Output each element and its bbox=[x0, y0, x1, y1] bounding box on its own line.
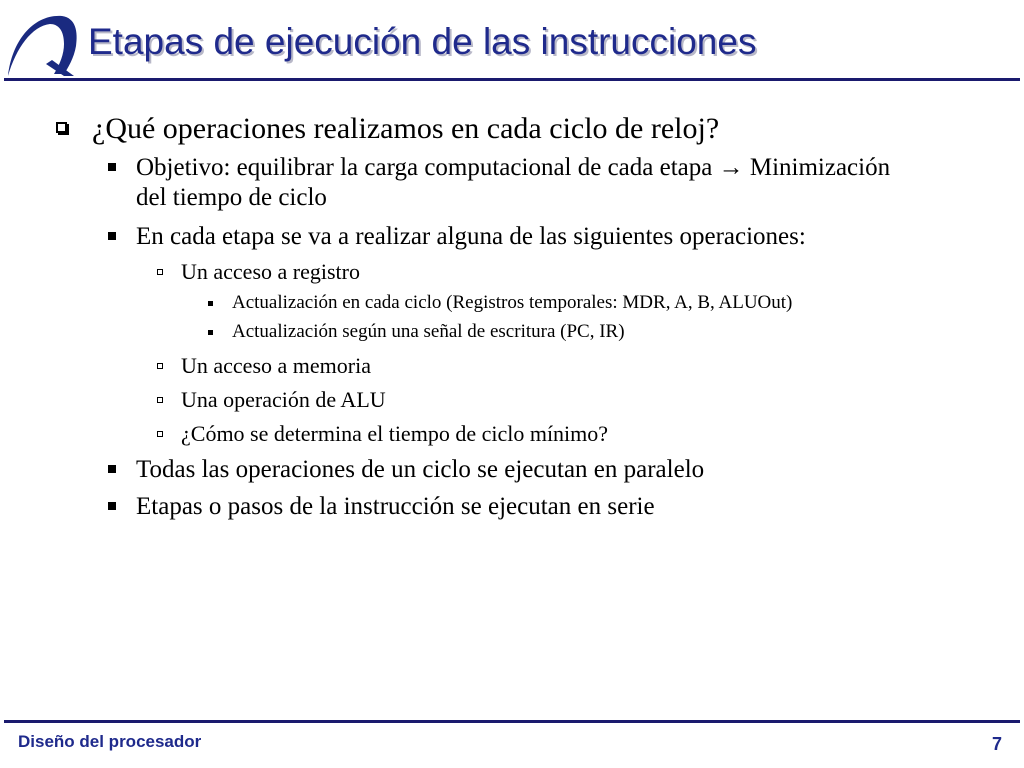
hollow-square-bullet-icon bbox=[157, 363, 163, 369]
slide-title: Etapas de ejecución de las instrucciones bbox=[88, 21, 757, 62]
square-bullet-icon bbox=[108, 163, 116, 171]
update-each-cycle-text: Actualización en cada ciclo (Registros temporales: MDR, A, B, ALUOut) bbox=[232, 292, 793, 313]
register-access-text: Un acceso a registro bbox=[181, 259, 360, 284]
hollow-square-bullet-icon bbox=[157, 397, 163, 403]
page-number: 7 bbox=[991, 734, 1002, 754]
square-bullet-icon bbox=[108, 502, 116, 510]
min-cycle-time-text: ¿Cómo se determina el tiempo de ciclo mínimo? bbox=[181, 421, 609, 446]
small-square-bullet-icon bbox=[208, 301, 213, 306]
square-bullet-icon bbox=[108, 465, 116, 473]
objective-line-1: Objetivo: equilibrar la carga computacional de cada etapa → Minimización bbox=[136, 154, 891, 181]
hollow-square-bullet-icon bbox=[157, 269, 163, 275]
footer-divider bbox=[4, 720, 1020, 723]
update-write-signal-text: Actualización según una señal de escritura (PC, IR) bbox=[232, 321, 625, 342]
alu-operation-text: Una operación de ALU bbox=[181, 387, 386, 412]
serial-text: Etapas o pasos de la instrucción se ejecutan en serie bbox=[136, 493, 655, 520]
objective-text bbox=[136, 153, 1006, 213]
each-stage-text: En cada etapa se va a realizar alguna de las siguientes operaciones: bbox=[136, 223, 806, 250]
hollow-square-bullet-icon bbox=[157, 431, 163, 437]
square-bullet-icon bbox=[108, 232, 116, 240]
objective-line-2: del tiempo de ciclo bbox=[136, 184, 327, 211]
checkbox-bullet-icon bbox=[56, 122, 67, 133]
small-square-bullet-icon bbox=[208, 330, 213, 335]
question-text: ¿Qué operaciones realizamos en cada ciclo de reloj? bbox=[92, 112, 720, 145]
footer-course-title: Diseño del procesador bbox=[18, 732, 202, 751]
memory-access-text: Un acceso a memoria bbox=[181, 353, 371, 378]
parallel-text: Todas las operaciones de un ciclo se ejecutan en paralelo bbox=[136, 456, 705, 483]
